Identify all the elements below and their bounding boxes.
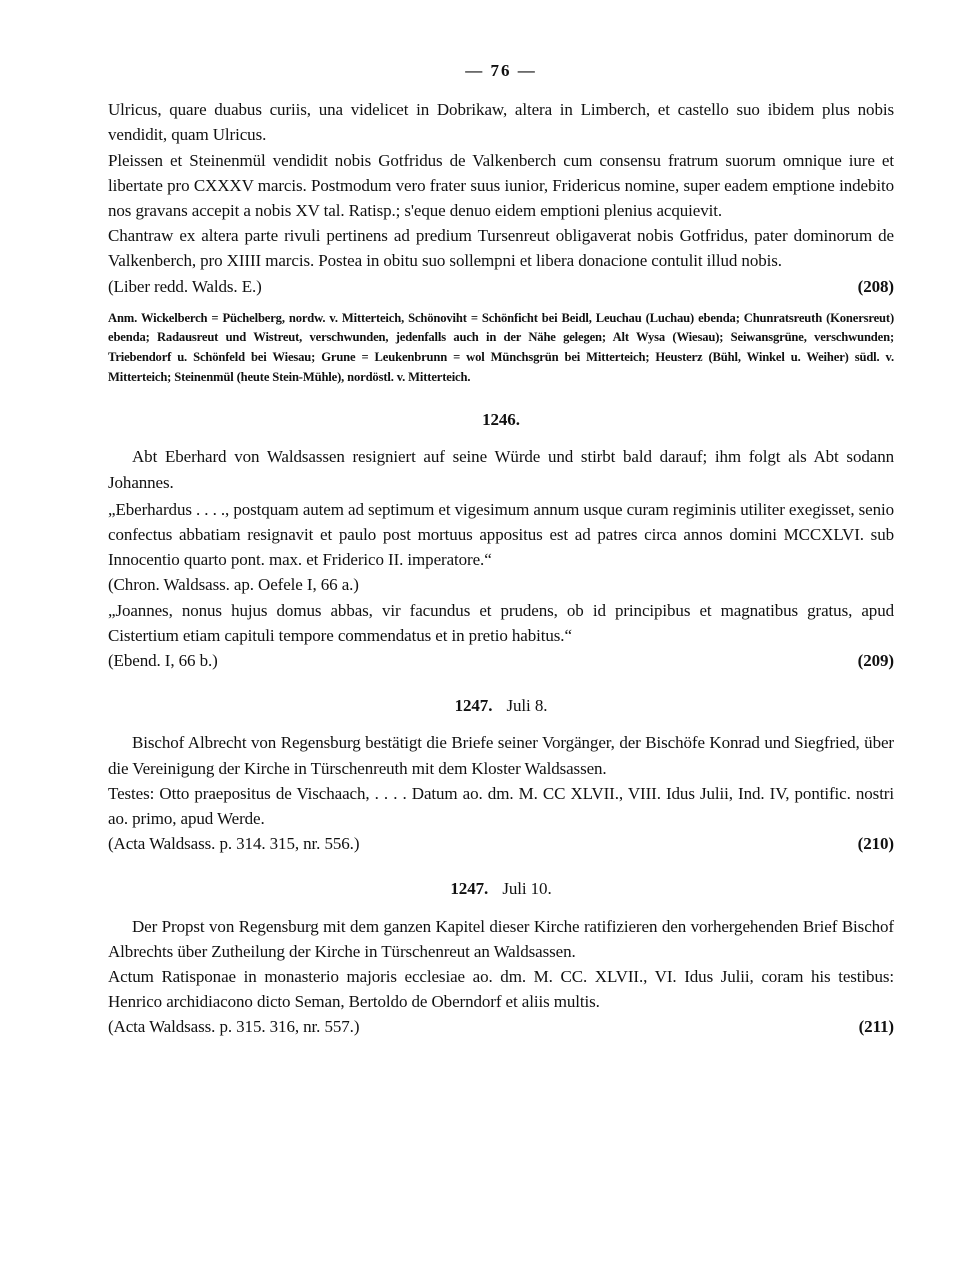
quote: „Joannes, nonus hujus domus abbas, vir facundus et prudens, ob id principibus et magnatibus gratus, apud Cistertium etiam capituli tempore commendatus et in pretio habitus.“ — [108, 600, 894, 645]
paragraph: Pleissen et Steinenmül vendidit nobis Gotfridus de Valkenberch cum consensu fratrum suorum omnique iure et libertate pro CXXXV marcis. Postmodum vero frater suus iunior, Fridericus nomine, super eadem emptione indebito nos gravans accepit a nobis XV tal. Ratisp.; s'eque denuo eidem emptioni plenius acquievit. — [108, 150, 894, 221]
document-page — [108, 58, 894, 1040]
footnote: Anm. Wickelberch = Püchelberg, nordw. v. Mitterteich, Schönoviht = Schönficht bei Beidl, Leuchau (Luchau) ebenda; Chunratsreuth (Konersreut) ebenda; Radausreut und Wistreut, verschwunden, jedenfalls auch in der Nähe gelegen; Alt Wysa (Wiesau); Seiwansgrüne, verschwunden; Triebendorf u. Schönfeld bei Wiesau; Grune = Leukenbrunn = wol Münchsgrün bei Mitterteich; Heusterz (Bühl, Winkel u. Weiher) südl. v. Mitterteich; Steinenmül (heute Stein-Mühle), nordöstl. v. Mitterteich. — [108, 310, 894, 384]
source-citation: (Acta Waldsass. p. 315. 316, nr. 557.) — [108, 1017, 360, 1037]
entry-211 — [108, 876, 894, 1039]
testes-text: Testes: Otto praepositus de Vischaach, . . . . Datum ao. dm. M. CC XLVII., VIII. Idus Julii, Ind. IV, pontific. nostri ao. primo, apud Werde. — [108, 783, 894, 829]
date-label: Juli 8. — [506, 696, 548, 716]
entry-year — [108, 407, 894, 432]
source-citation: (Ebend. I, 66 b.) — [108, 651, 218, 671]
source-line — [108, 831, 894, 856]
regest-summary: Bischof Albrecht von Regensburg bestätigt die Briefe seiner Vorgänger, der Bischöfe Konrad und Siegfried, über die Vereinigung der Kirche in Türschenreuth mit dem Kloster Waldsassen. — [108, 733, 894, 778]
entry-208 — [108, 97, 894, 387]
source-citation: (Acta Waldsass. p. 314. 315, nr. 556.) — [108, 834, 360, 854]
date-label: Juli 10. — [502, 879, 552, 899]
entry-year — [108, 693, 894, 718]
quote: „Eberhardus . . . ., postquam autem ad septimum et vigesimum annum usque curam regiminis utiliter exegisset, senio confectus abbatiam resignavit et paulo post mortuus appositus est ad patres circa annos domini MCCXLVI. sub Innocentio quarto pont. max. et Friderico II. imperatore.“ — [108, 499, 895, 570]
entry-number: (208) — [857, 276, 894, 296]
entry-210 — [108, 693, 894, 856]
entry-number: (210) — [857, 834, 894, 854]
page-number: — 76 — — [465, 61, 537, 80]
entry-year — [108, 876, 894, 901]
entry-number: (209) — [857, 651, 894, 671]
source-line — [108, 274, 894, 299]
regest-summary: Der Propst von Regensburg mit dem ganzen Kapitel dieser Kirche ratifizieren den vorhergehenden Brief Bischof Albrechts über Zutheilung der Kirche in Türschenreut an Waldsassen. — [108, 916, 894, 961]
actum-text: Actum Ratisponae in monasterio majoris ecclesiae ao. dm. M. CC. XLVII., VI. Idus Julii, coram his testibus: Henrico archidiacono dicto Seman, Bertoldo de Oberndorf et aliis multis. — [108, 967, 894, 1012]
entry-209 — [108, 407, 894, 673]
source-line — [108, 648, 894, 673]
year-label: 1247. — [454, 696, 493, 716]
source-citation: (Liber redd. Walds. E.) — [108, 276, 262, 296]
source-citation: (Chron. Waldsass. ap. Oefele I, 66 a.) — [108, 575, 359, 595]
paragraph: Ulricus, quare duabus curiis, una videlicet in Dobrikaw, altera in Limberch, et castello suo ibidem plus nobis vendidit, quam Ulricus. — [108, 100, 894, 145]
paragraph: Chantraw ex altera parte rivuli pertinens ad predium Tursenreut obligaverat nobis Gotfridus, pater dominorum de Valkenberch, pro XIIII marcis. Postea in obitu suo sollempni et libera donacione contulit illud nobis. — [108, 226, 894, 271]
regest-summary: Abt Eberhard von Waldsassen resigniert auf seine Würde und stirbt bald darauf; ihm folgt als Abt sodann Johannes. — [108, 447, 894, 492]
entry-number: (211) — [858, 1017, 894, 1037]
source-line — [108, 1014, 894, 1039]
year-label: 1247. — [450, 879, 489, 899]
year-label: 1246. — [482, 410, 520, 430]
